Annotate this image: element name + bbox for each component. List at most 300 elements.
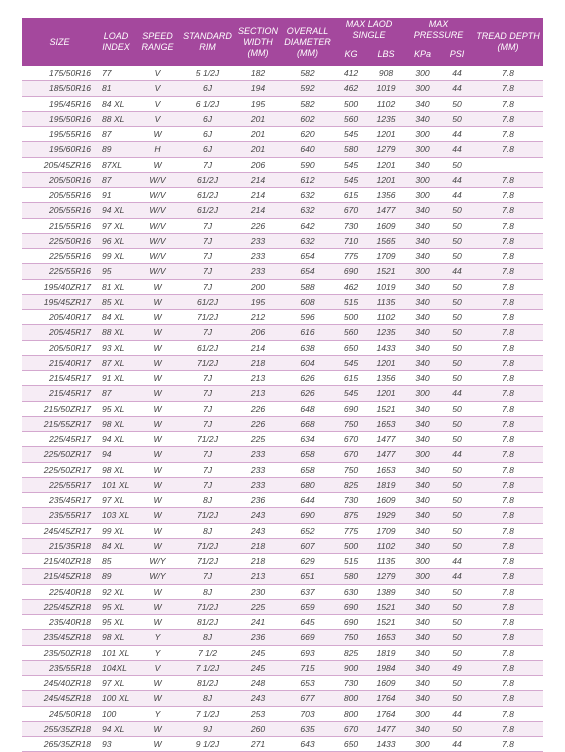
cell-load-index: 94 XL — [97, 203, 135, 218]
cell-tread-depth: 7.8 — [473, 477, 543, 492]
cell-speed-range: W/V — [135, 172, 180, 187]
cell-tread-depth: 7.8 — [473, 172, 543, 187]
cell-pressure-psi: 50 — [441, 203, 473, 218]
cell-load-lbs: 1201 — [368, 386, 404, 401]
cell-load-kg: 900 — [334, 660, 368, 675]
cell-load-index: 87 XL — [97, 355, 135, 370]
cell-pressure-psi: 50 — [441, 355, 473, 370]
cell-load-kg: 670 — [334, 447, 368, 462]
cell-pressure-psi: 50 — [441, 493, 473, 508]
cell-load-kg: 560 — [334, 111, 368, 126]
cell-size: 195/45R16 — [22, 96, 97, 111]
cell-section-width: 214 — [235, 188, 281, 203]
cell-pressure-kpa: 340 — [404, 416, 441, 431]
cell-pressure-psi: 44 — [441, 127, 473, 142]
cell-tread-depth: 7.8 — [473, 615, 543, 630]
cell-load-lbs: 1279 — [368, 142, 404, 157]
cell-tread-depth: 7.8 — [473, 371, 543, 386]
cell-load-lbs: 1521 — [368, 401, 404, 416]
cell-overall-diameter: 588 — [281, 279, 334, 294]
cell-section-width: 233 — [235, 249, 281, 264]
cell-section-width: 243 — [235, 508, 281, 523]
cell-load-index: 81 XL — [97, 279, 135, 294]
cell-tread-depth: 7.8 — [473, 508, 543, 523]
cell-load-kg: 615 — [334, 188, 368, 203]
cell-pressure-psi: 50 — [441, 538, 473, 553]
cell-load-index: 88 XL — [97, 111, 135, 126]
cell-load-index: 87 — [97, 386, 135, 401]
cell-load-kg: 515 — [334, 294, 368, 309]
cell-standard-rim: 6J — [180, 142, 235, 157]
cell-pressure-kpa: 300 — [404, 142, 441, 157]
cell-tread-depth: 7.8 — [473, 432, 543, 447]
cell-section-width: 182 — [235, 66, 281, 81]
cell-tread-depth: 7.8 — [473, 569, 543, 584]
table-row — [22, 691, 543, 706]
cell-load-kg: 545 — [334, 355, 368, 370]
cell-pressure-psi: 50 — [441, 645, 473, 660]
cell-speed-range: W — [135, 493, 180, 508]
cell-pressure-kpa: 300 — [404, 386, 441, 401]
cell-overall-diameter: 645 — [281, 615, 334, 630]
cell-size: 215/55ZR17 — [22, 416, 97, 431]
cell-standard-rim: 61/2J — [180, 188, 235, 203]
cell-standard-rim: 61/2J — [180, 203, 235, 218]
cell-size: 205/50R16 — [22, 172, 97, 187]
cell-size: 245/45ZR17 — [22, 523, 97, 538]
table-row — [22, 294, 543, 309]
cell-pressure-kpa: 300 — [404, 127, 441, 142]
cell-pressure-kpa: 340 — [404, 691, 441, 706]
table-row — [22, 493, 543, 508]
cell-section-width: 214 — [235, 340, 281, 355]
cell-load-lbs: 1764 — [368, 706, 404, 721]
cell-standard-rim: 8J — [180, 691, 235, 706]
cell-standard-rim: 71/2J — [180, 538, 235, 553]
cell-size: 225/45R17 — [22, 432, 97, 447]
cell-standard-rim: 6J — [180, 127, 235, 142]
cell-pressure-psi: 44 — [441, 706, 473, 721]
cell-load-lbs: 1477 — [368, 203, 404, 218]
cell-standard-rim: 9 1/2J — [180, 737, 235, 752]
cell-section-width: 236 — [235, 493, 281, 508]
cell-section-width: 233 — [235, 264, 281, 279]
table-row — [22, 218, 543, 233]
cell-overall-diameter: 642 — [281, 218, 334, 233]
cell-standard-rim: 7J — [180, 218, 235, 233]
cell-standard-rim: 7J — [180, 249, 235, 264]
cell-pressure-psi: 50 — [441, 432, 473, 447]
cell-load-kg: 775 — [334, 523, 368, 538]
cell-size: 215/45ZR18 — [22, 569, 97, 584]
cell-overall-diameter: 680 — [281, 477, 334, 492]
table-row — [22, 264, 543, 279]
cell-load-lbs: 1135 — [368, 294, 404, 309]
cell-load-lbs: 1433 — [368, 737, 404, 752]
cell-standard-rim: 8J — [180, 630, 235, 645]
col-header-standard-rim: STANDARD RIM — [180, 18, 235, 66]
cell-section-width: 245 — [235, 645, 281, 660]
table-row — [22, 96, 543, 111]
cell-overall-diameter: 604 — [281, 355, 334, 370]
table-row — [22, 188, 543, 203]
cell-load-kg: 670 — [334, 203, 368, 218]
table-row — [22, 477, 543, 492]
cell-tread-depth: 7.8 — [473, 127, 543, 142]
cell-overall-diameter: 582 — [281, 96, 334, 111]
cell-pressure-psi: 50 — [441, 401, 473, 416]
cell-tread-depth: 7.8 — [473, 737, 543, 752]
cell-pressure-kpa: 300 — [404, 172, 441, 187]
cell-load-kg: 690 — [334, 264, 368, 279]
table-row — [22, 554, 543, 569]
cell-load-kg: 462 — [334, 81, 368, 96]
cell-overall-diameter: 658 — [281, 447, 334, 462]
cell-tread-depth: 7.8 — [473, 691, 543, 706]
cell-tread-depth: 7.8 — [473, 599, 543, 614]
cell-load-index: 95 — [97, 264, 135, 279]
cell-standard-rim: 7J — [180, 447, 235, 462]
table-row — [22, 127, 543, 142]
cell-overall-diameter: 632 — [281, 203, 334, 218]
cell-load-lbs: 1819 — [368, 645, 404, 660]
cell-pressure-psi: 50 — [441, 462, 473, 477]
cell-load-lbs: 1609 — [368, 676, 404, 691]
table-row — [22, 203, 543, 218]
cell-speed-range: W/V — [135, 264, 180, 279]
tire-spec-table-wrapper — [22, 18, 543, 752]
cell-size: 225/40R18 — [22, 584, 97, 599]
cell-pressure-psi: 44 — [441, 386, 473, 401]
cell-section-width: 195 — [235, 96, 281, 111]
cell-speed-range: W — [135, 508, 180, 523]
cell-standard-rim: 7J — [180, 401, 235, 416]
cell-load-lbs: 1709 — [368, 523, 404, 538]
cell-load-kg: 650 — [334, 340, 368, 355]
cell-pressure-kpa: 300 — [404, 264, 441, 279]
cell-load-index: 87XL — [97, 157, 135, 172]
table-row — [22, 233, 543, 248]
cell-load-kg: 690 — [334, 615, 368, 630]
cell-tread-depth: 7.8 — [473, 645, 543, 660]
cell-pressure-psi: 50 — [441, 111, 473, 126]
cell-load-kg: 615 — [334, 371, 368, 386]
cell-load-index: 89 — [97, 142, 135, 157]
cell-overall-diameter: 652 — [281, 523, 334, 538]
cell-size: 195/45ZR17 — [22, 294, 97, 309]
cell-load-lbs: 1201 — [368, 157, 404, 172]
cell-pressure-kpa: 300 — [404, 188, 441, 203]
cell-tread-depth: 7.8 — [473, 66, 543, 81]
cell-section-width: 243 — [235, 523, 281, 538]
cell-load-kg: 800 — [334, 706, 368, 721]
cell-load-lbs: 1135 — [368, 554, 404, 569]
cell-tread-depth: 7.8 — [473, 401, 543, 416]
cell-tread-depth: 7.8 — [473, 203, 543, 218]
cell-pressure-psi: 44 — [441, 172, 473, 187]
cell-load-index: 84 XL — [97, 96, 135, 111]
cell-load-index: 95 XL — [97, 599, 135, 614]
cell-section-width: 218 — [235, 538, 281, 553]
cell-overall-diameter: 651 — [281, 569, 334, 584]
cell-size: 215/50ZR17 — [22, 401, 97, 416]
cell-standard-rim: 61/2J — [180, 172, 235, 187]
cell-load-lbs: 1653 — [368, 462, 404, 477]
table-row — [22, 325, 543, 340]
cell-overall-diameter: 602 — [281, 111, 334, 126]
cell-pressure-kpa: 340 — [404, 676, 441, 691]
cell-load-index: 98 XL — [97, 630, 135, 645]
cell-pressure-kpa: 340 — [404, 233, 441, 248]
cell-pressure-psi: 44 — [441, 81, 473, 96]
cell-load-index: 96 XL — [97, 233, 135, 248]
cell-load-lbs: 1609 — [368, 493, 404, 508]
cell-tread-depth: 7.8 — [473, 493, 543, 508]
cell-pressure-kpa: 340 — [404, 325, 441, 340]
cell-load-index: 89 — [97, 569, 135, 584]
cell-size: 215/45R17 — [22, 371, 97, 386]
cell-overall-diameter: 690 — [281, 508, 334, 523]
cell-section-width: 213 — [235, 569, 281, 584]
table-row — [22, 66, 543, 81]
cell-section-width: 226 — [235, 218, 281, 233]
cell-load-kg: 730 — [334, 676, 368, 691]
cell-load-index: 91 XL — [97, 371, 135, 386]
cell-load-lbs: 1019 — [368, 279, 404, 294]
cell-load-index: 104XL — [97, 660, 135, 675]
cell-size: 235/40R18 — [22, 615, 97, 630]
cell-overall-diameter: 612 — [281, 172, 334, 187]
cell-standard-rim: 7J — [180, 264, 235, 279]
col-header-psi: PSI — [441, 42, 473, 66]
cell-section-width: 206 — [235, 157, 281, 172]
cell-size: 225/50ZR17 — [22, 447, 97, 462]
cell-load-index: 85 XL — [97, 294, 135, 309]
cell-tread-depth: 7.8 — [473, 462, 543, 477]
cell-section-width: 213 — [235, 371, 281, 386]
cell-pressure-psi: 50 — [441, 249, 473, 264]
cell-section-width: 233 — [235, 447, 281, 462]
cell-size: 225/50R16 — [22, 233, 97, 248]
cell-overall-diameter: 644 — [281, 493, 334, 508]
cell-speed-range: W — [135, 447, 180, 462]
cell-speed-range: W — [135, 432, 180, 447]
cell-load-lbs: 1356 — [368, 371, 404, 386]
cell-overall-diameter: 632 — [281, 233, 334, 248]
cell-size: 235/55R18 — [22, 660, 97, 675]
cell-speed-range: Y — [135, 706, 180, 721]
cell-size: 225/45ZR18 — [22, 599, 97, 614]
cell-section-width: 218 — [235, 355, 281, 370]
cell-pressure-psi: 44 — [441, 142, 473, 157]
cell-section-width: 245 — [235, 660, 281, 675]
cell-load-lbs: 1609 — [368, 218, 404, 233]
cell-load-kg: 630 — [334, 584, 368, 599]
cell-pressure-kpa: 340 — [404, 401, 441, 416]
cell-load-kg: 825 — [334, 477, 368, 492]
cell-pressure-psi: 50 — [441, 157, 473, 172]
cell-load-lbs: 1201 — [368, 172, 404, 187]
cell-section-width: 212 — [235, 310, 281, 325]
cell-pressure-psi: 50 — [441, 676, 473, 691]
cell-load-lbs: 1477 — [368, 721, 404, 736]
col-header-speed-range: SPEED RANGE — [135, 18, 180, 66]
cell-tread-depth: 7.8 — [473, 188, 543, 203]
col-header-size: SIZE — [22, 18, 97, 66]
cell-speed-range: W/V — [135, 218, 180, 233]
cell-load-kg: 690 — [334, 599, 368, 614]
cell-pressure-psi: 50 — [441, 599, 473, 614]
cell-load-index: 99 XL — [97, 249, 135, 264]
cell-load-lbs: 1389 — [368, 584, 404, 599]
cell-tread-depth: 7.8 — [473, 447, 543, 462]
table-row — [22, 523, 543, 538]
cell-size: 205/45R17 — [22, 325, 97, 340]
cell-size: 215/40R17 — [22, 355, 97, 370]
cell-standard-rim: 8J — [180, 584, 235, 599]
cell-speed-range: W/V — [135, 188, 180, 203]
cell-standard-rim: 7J — [180, 386, 235, 401]
cell-overall-diameter: 596 — [281, 310, 334, 325]
cell-speed-range: V — [135, 660, 180, 675]
cell-overall-diameter: 608 — [281, 294, 334, 309]
table-row — [22, 81, 543, 96]
cell-standard-rim: 7J — [180, 325, 235, 340]
cell-load-lbs: 1102 — [368, 538, 404, 553]
cell-overall-diameter: 648 — [281, 401, 334, 416]
cell-load-kg: 825 — [334, 645, 368, 660]
table-row — [22, 111, 543, 126]
cell-standard-rim: 71/2J — [180, 508, 235, 523]
cell-pressure-kpa: 340 — [404, 218, 441, 233]
table-header — [22, 18, 543, 66]
cell-pressure-psi: 50 — [441, 310, 473, 325]
table-row — [22, 462, 543, 477]
cell-pressure-kpa: 340 — [404, 523, 441, 538]
cell-standard-rim: 7J — [180, 157, 235, 172]
cell-overall-diameter: 677 — [281, 691, 334, 706]
cell-pressure-kpa: 340 — [404, 477, 441, 492]
cell-standard-rim: 9J — [180, 721, 235, 736]
cell-load-lbs: 1521 — [368, 615, 404, 630]
cell-load-lbs: 1019 — [368, 81, 404, 96]
cell-speed-range: Y — [135, 645, 180, 660]
cell-standard-rim: 61/2J — [180, 294, 235, 309]
cell-size: 235/45R17 — [22, 493, 97, 508]
table-row — [22, 279, 543, 294]
table-row — [22, 508, 543, 523]
cell-pressure-psi: 44 — [441, 569, 473, 584]
cell-standard-rim: 7 1/2J — [180, 660, 235, 675]
cell-size: 195/40ZR17 — [22, 279, 97, 294]
cell-pressure-kpa: 340 — [404, 508, 441, 523]
cell-pressure-kpa: 340 — [404, 249, 441, 264]
cell-section-width: 233 — [235, 477, 281, 492]
cell-standard-rim: 71/2J — [180, 432, 235, 447]
cell-load-lbs: 1433 — [368, 340, 404, 355]
cell-pressure-kpa: 340 — [404, 721, 441, 736]
cell-load-index: 93 — [97, 737, 135, 752]
cell-section-width: 248 — [235, 676, 281, 691]
cell-standard-rim: 7J — [180, 569, 235, 584]
cell-pressure-kpa: 340 — [404, 660, 441, 675]
cell-load-kg: 730 — [334, 218, 368, 233]
cell-pressure-psi: 49 — [441, 660, 473, 675]
cell-speed-range: W — [135, 325, 180, 340]
table-row — [22, 172, 543, 187]
cell-section-width: 201 — [235, 127, 281, 142]
tire-spec-table — [22, 18, 543, 752]
cell-speed-range: W — [135, 371, 180, 386]
cell-load-lbs: 1279 — [368, 569, 404, 584]
cell-load-lbs: 1521 — [368, 264, 404, 279]
cell-standard-rim: 71/2J — [180, 554, 235, 569]
cell-section-width: 271 — [235, 737, 281, 752]
cell-standard-rim: 7J — [180, 371, 235, 386]
cell-standard-rim: 81/2J — [180, 615, 235, 630]
cell-standard-rim: 6 1/2J — [180, 96, 235, 111]
cell-section-width: 200 — [235, 279, 281, 294]
cell-pressure-psi: 50 — [441, 416, 473, 431]
cell-section-width: 233 — [235, 462, 281, 477]
cell-load-index: 87 — [97, 172, 135, 187]
cell-pressure-psi: 44 — [441, 264, 473, 279]
cell-load-index: 95 XL — [97, 401, 135, 416]
cell-tread-depth: 7.8 — [473, 584, 543, 599]
cell-overall-diameter: 632 — [281, 188, 334, 203]
cell-load-kg: 500 — [334, 96, 368, 111]
cell-size: 185/50R16 — [22, 81, 97, 96]
cell-standard-rim: 71/2J — [180, 310, 235, 325]
cell-overall-diameter: 693 — [281, 645, 334, 660]
cell-load-index: 100 — [97, 706, 135, 721]
cell-size: 245/40ZR18 — [22, 676, 97, 691]
cell-speed-range: V — [135, 111, 180, 126]
cell-standard-rim: 8J — [180, 523, 235, 538]
cell-load-index: 87 — [97, 127, 135, 142]
table-row — [22, 538, 543, 553]
cell-load-index: 94 XL — [97, 432, 135, 447]
cell-size: 195/50R16 — [22, 111, 97, 126]
cell-load-kg: 412 — [334, 66, 368, 81]
cell-pressure-kpa: 340 — [404, 538, 441, 553]
col-header-kg: KG — [334, 42, 368, 66]
cell-overall-diameter: 626 — [281, 371, 334, 386]
cell-load-index: 91 — [97, 188, 135, 203]
cell-load-index: 81 — [97, 81, 135, 96]
cell-load-index: 98 XL — [97, 462, 135, 477]
table-row — [22, 355, 543, 370]
cell-load-index: 93 XL — [97, 340, 135, 355]
cell-tread-depth: 7.8 — [473, 386, 543, 401]
cell-tread-depth: 7.8 — [473, 416, 543, 431]
col-header-section-width: SECTION WIDTH (MM) — [235, 18, 281, 66]
cell-pressure-kpa: 340 — [404, 310, 441, 325]
cell-section-width: 201 — [235, 142, 281, 157]
cell-load-kg: 515 — [334, 554, 368, 569]
cell-load-lbs: 1521 — [368, 599, 404, 614]
cell-pressure-kpa: 340 — [404, 203, 441, 218]
cell-load-kg: 500 — [334, 538, 368, 553]
cell-pressure-psi: 50 — [441, 279, 473, 294]
cell-standard-rim: 81/2J — [180, 676, 235, 691]
cell-section-width: 214 — [235, 172, 281, 187]
cell-size: 235/45ZR18 — [22, 630, 97, 645]
cell-section-width: 195 — [235, 294, 281, 309]
table-row — [22, 630, 543, 645]
cell-load-kg: 670 — [334, 721, 368, 736]
cell-size: 195/60R16 — [22, 142, 97, 157]
